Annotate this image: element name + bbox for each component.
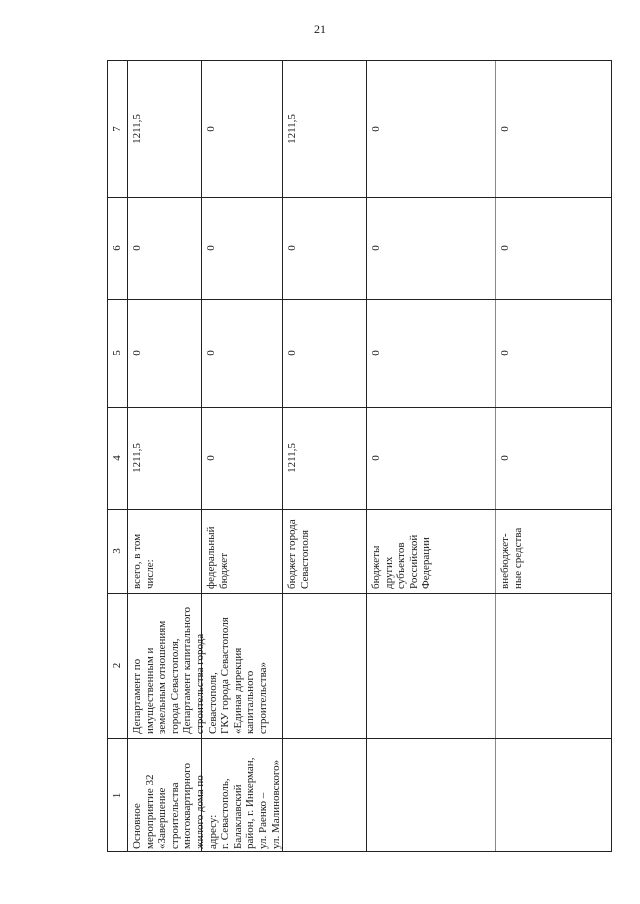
- value-cell: 0: [370, 245, 382, 251]
- value-cell: 1211,5: [131, 443, 143, 473]
- value-cell: 0: [370, 126, 382, 132]
- header-col-7: 7: [111, 126, 123, 132]
- value-cell: 0: [205, 126, 217, 132]
- value-cell: 0: [499, 245, 511, 251]
- value-cell: 0: [499, 126, 511, 132]
- measure-name: Основное мероприятие 32 «Завершение строительства многоквартирного жилого дома по адресу: г. Севастополь, Балаклавский район, г. Инкерман, ул. Раенко – ул. Малиновского»: [131, 757, 282, 849]
- value-cell: 0: [286, 350, 298, 356]
- value-cell: 0: [205, 455, 217, 461]
- source-cell: бюджеты других субъектов Российской Федерации: [370, 534, 433, 589]
- budget-table: [107, 60, 612, 852]
- page-number: 21: [314, 22, 326, 36]
- value-cell: 0: [131, 245, 143, 251]
- value-cell: 0: [370, 350, 382, 356]
- header-col-4: 4: [111, 455, 123, 461]
- value-cell: 0: [131, 350, 143, 356]
- source-cell: бюджет города Севастополя: [286, 519, 311, 589]
- executor: Департамент по имущественным и земельным отношениям города Севастополя, Департамент капитального строительства города Севастополя, ГКУ города Севастополя «Единая дирекция капитального строительства»: [131, 607, 269, 734]
- header-col-5: 5: [111, 350, 123, 356]
- source-cell: всего, в том числе:: [131, 533, 156, 589]
- value-cell: 0: [499, 350, 511, 356]
- value-cell: 1211,5: [131, 114, 143, 144]
- header-col-3: 3: [111, 548, 123, 554]
- value-cell: 0: [205, 350, 217, 356]
- header-col-2: 2: [111, 662, 123, 669]
- value-cell: 0: [370, 455, 382, 461]
- header-col-1: 1: [111, 792, 123, 799]
- header-col-6: 6: [111, 245, 123, 251]
- value-cell: 0: [286, 245, 298, 251]
- measure-name-cell: [127, 738, 613, 853]
- executor-cell: [127, 593, 613, 738]
- value-cell: 0: [499, 455, 511, 461]
- source-cell: внебюджет- ные средства: [499, 527, 524, 589]
- value-cell: 0: [205, 245, 217, 251]
- value-cell: 1211,5: [286, 443, 298, 473]
- source-cell: федеральный бюджет: [205, 526, 230, 589]
- value-cell: 1211,5: [286, 114, 298, 144]
